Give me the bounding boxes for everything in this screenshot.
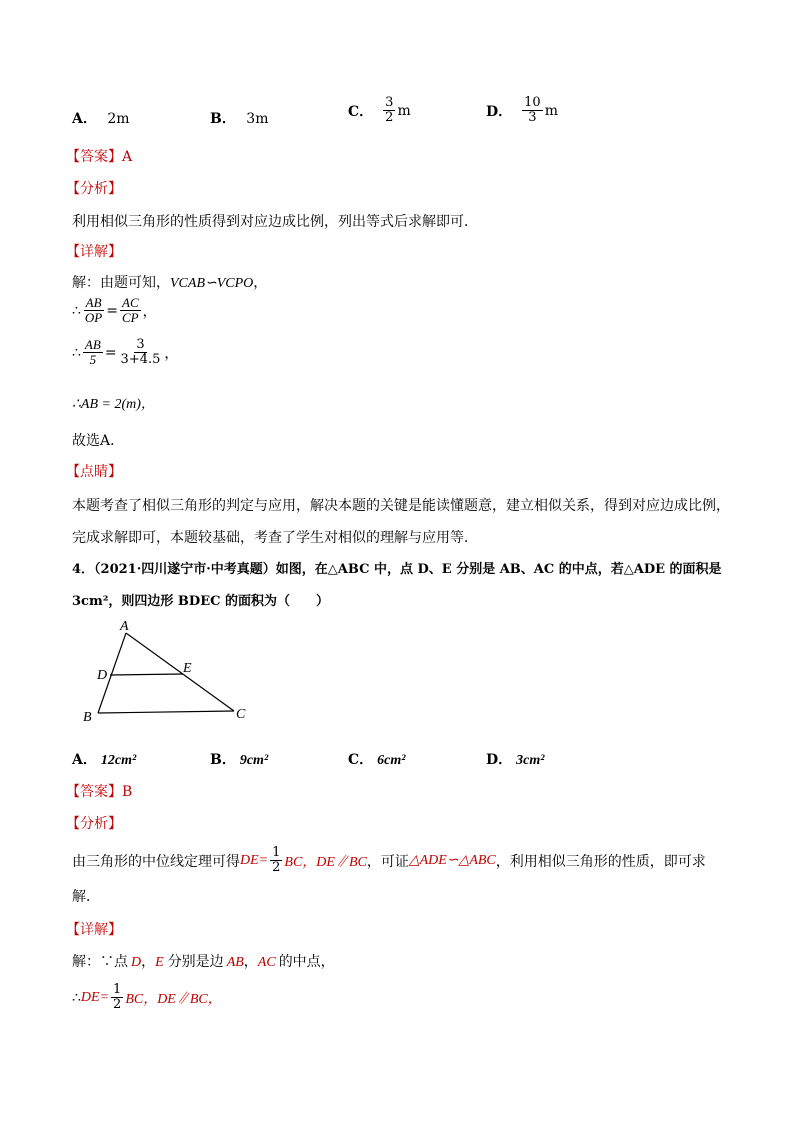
option-letter: B． (210, 111, 236, 127)
q4-option-b: B． 9cm² (210, 752, 269, 768)
fraction: $\frac{3}{3+4.5}$ (120, 337, 161, 368)
option-fraction: $\frac{10}{3}$ (524, 95, 541, 126)
option-letter: C． (348, 103, 374, 120)
fraction: $\frac{AC}{CP}$ (122, 295, 139, 326)
label-c: C (236, 707, 246, 722)
fraction: $\frac{AB}{5}$ (84, 337, 101, 368)
answer-value: A (122, 149, 133, 165)
label-b: B (83, 710, 92, 725)
q3-detail-label: 【详解】 (66, 244, 122, 260)
q4-stem-line2: 3cm²，则四边形 BDEC 的面积为（ ） (72, 594, 329, 609)
q3-detail-line3: ∴ $\frac{AB}{5}$ = $\frac{3}{3+4.5}$ ， (72, 337, 179, 368)
q4-detail-line2: ∴ DE= $\frac{1}{2}$ BC，DE∥BC， (72, 982, 222, 1013)
option-unit: m (544, 102, 558, 119)
q4-analysis-label: 【分析】 (66, 816, 122, 832)
q3-analysis-text: 利用相似三角形的性质得到对应边成比例，列出等式后求解即可． (72, 214, 478, 230)
label-d: D (97, 668, 108, 683)
q3-detail-line5: 故选A． (72, 433, 125, 449)
segment-de (110, 674, 183, 675)
q4-analysis-line2: 解． (72, 889, 100, 905)
q3-option-c (348, 96, 411, 126)
q4-analysis-line1: 由三角形的中位线定理可得 DE= $\frac{1}{2}$ BC，DE∥BC ，可证 △ADE∽△ABC ，利用相似三角形的性质，即可求 (72, 845, 706, 876)
answer-label: 【答案】 (66, 149, 122, 165)
q4-option-d: D． 3cm² (486, 752, 545, 768)
q4-detail-line1: 解：∵点 D，E 分别是边 AB，AC 的中点， (72, 954, 335, 970)
q4-option-a: A． 12cm² (72, 752, 137, 768)
triangle-figure (80, 615, 260, 727)
fraction: $\frac{AB}{OP}$ (84, 295, 103, 326)
side-ac (126, 633, 234, 711)
q3-detail-line4: ∴AB = 2(m)， (72, 397, 155, 412)
q3-option-d (486, 96, 558, 126)
q3-comment-text1: 本题考查了相似三角形的判定与应用，解决本题的关键是能读懂题意，建立相似关系，得到对应边成比例， (72, 498, 730, 514)
label-e: E (183, 661, 192, 676)
q4-detail-label: 【详解】 (66, 922, 122, 938)
option-unit: m (397, 102, 411, 119)
q4-stem-line1: 4．（2021·四川遂宁市·中考真题）如图，在△ABC 中，点 D、E 分别是 AB、AC 的中点，若△ADE 的面积是 (72, 562, 722, 577)
option-letter: D． (486, 103, 513, 120)
q3-comment-label: 【点睛】 (66, 464, 122, 480)
option-text: 3m (246, 111, 269, 127)
label-a: A (120, 619, 129, 634)
q4-answer: 【答案】B (66, 784, 133, 800)
option-fraction: $\frac{3}{2}$ (385, 95, 394, 126)
q3-detail-line1: 解：由题可知，VCAB∽VCPO， (72, 275, 268, 291)
fraction: $\frac{1}{2}$ (113, 982, 122, 1013)
q3-analysis-label: 【分析】 (66, 181, 122, 197)
q4-option-c: C． 6cm² (348, 752, 406, 768)
q3-option-a (72, 108, 130, 128)
q3-detail-line2: ∴ $\frac{AB}{OP}$ = $\frac{AC}{CP}$ ， (72, 295, 157, 326)
side-bc (98, 711, 234, 713)
q3-option-b (210, 108, 268, 128)
option-text: 2m (107, 111, 130, 127)
option-letter: A． (72, 111, 97, 127)
q3-answer (66, 146, 132, 166)
fraction: $\frac{1}{2}$ (272, 845, 281, 876)
q3-comment-text2: 完成求解即可，本题较基础，考查了学生对相似的理解与应用等． (72, 530, 478, 546)
similar-statement: VCAB∽VCPO (170, 276, 254, 291)
